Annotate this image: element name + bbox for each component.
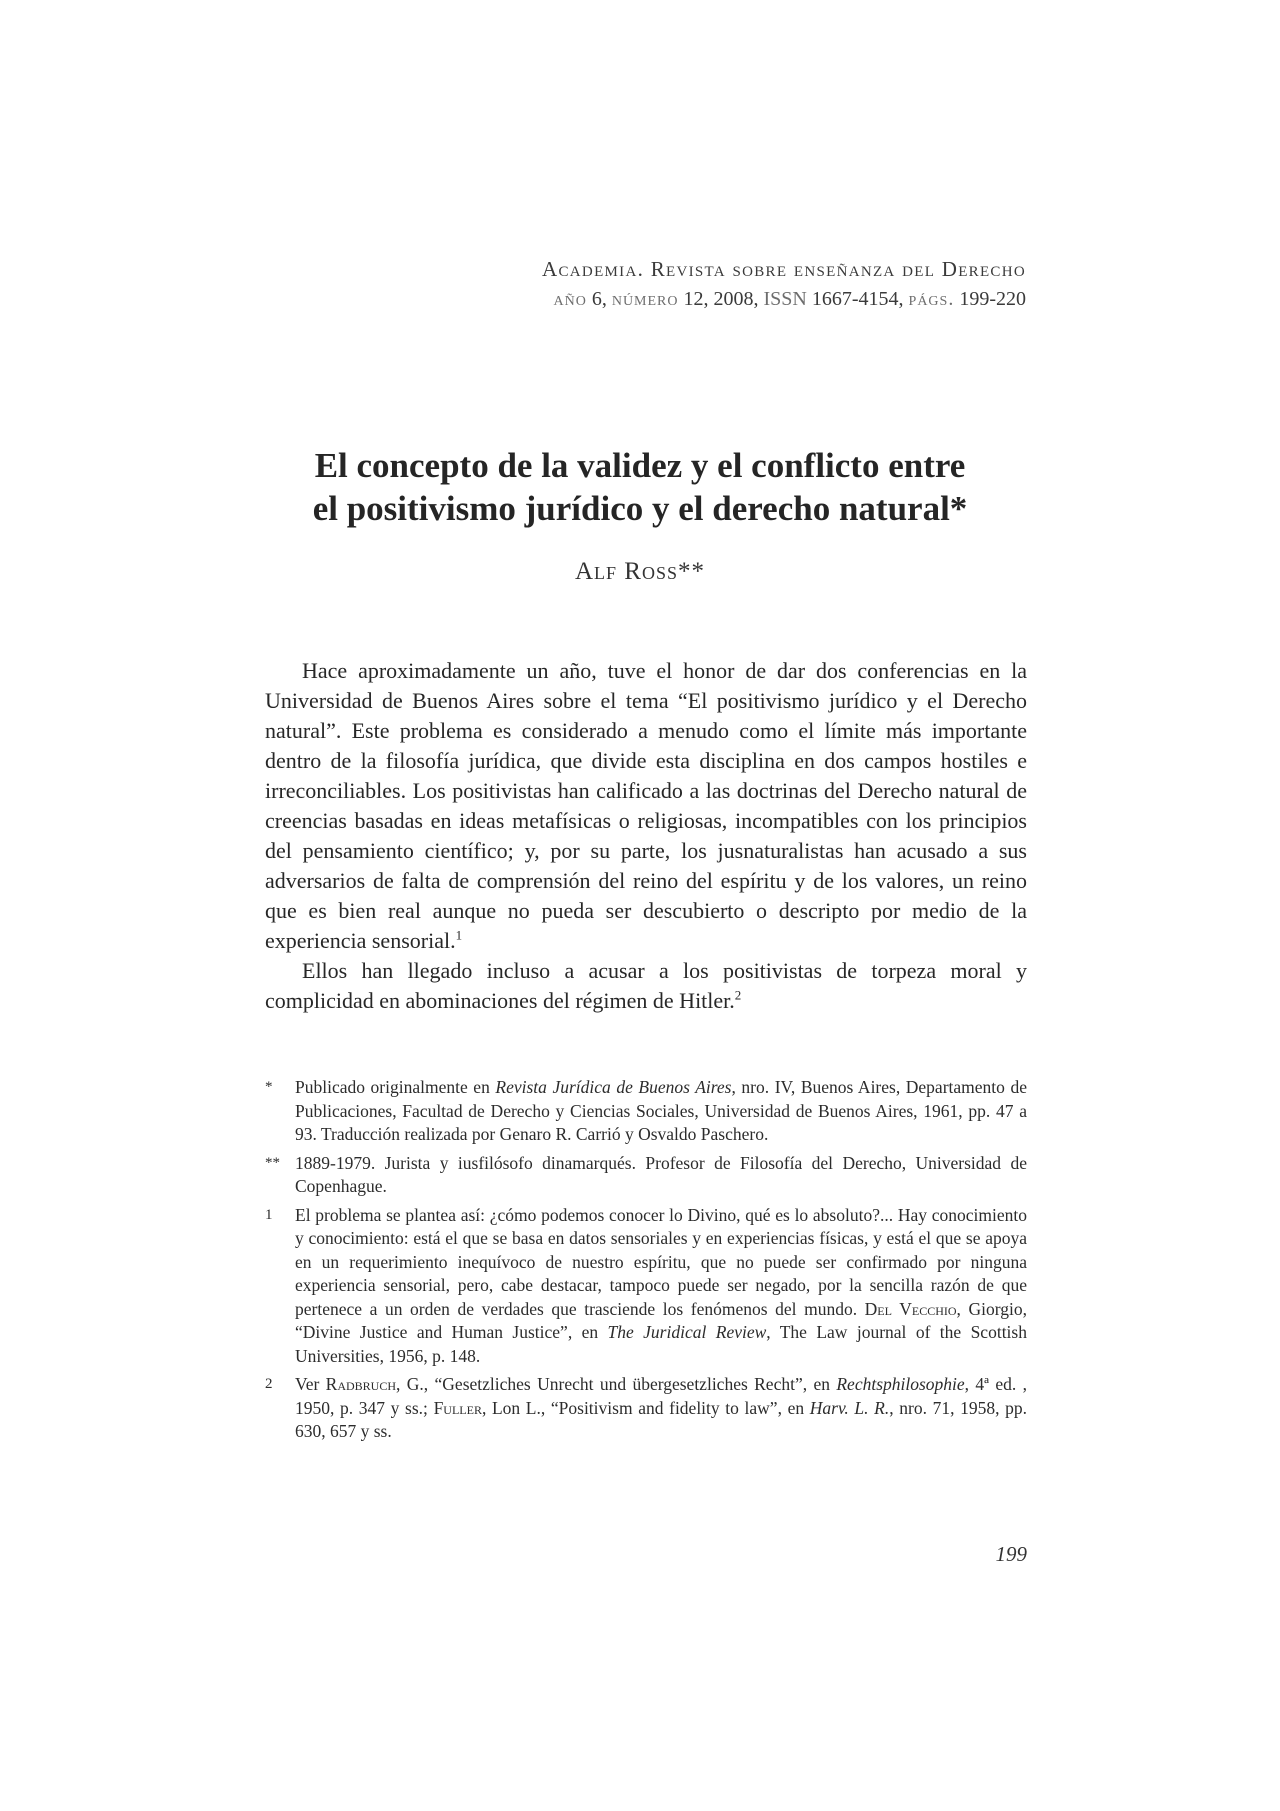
footnote-text: , nro. IV, Buenos Aires, Departamento de Publicaciones, Facultad de Derecho y Ciencias Sociales, Universidad de Buenos Aires, 1961, pp. 47 a 93. Traducción realizada por Genaro R. Carrió y Osvaldo Paschero. <box>295 1077 1027 1144</box>
issue-info <box>300 284 1026 314</box>
footnote-text: El problema se plantea así: ¿cómo podemos conocer lo Divino, qué es lo absoluto?... Hay conocimiento y conocimiento: está el que se basa en datos sensoriales y en experiencias físicas, y está el que se apoya en un requerimiento inequívoco de nuestro espíritu, que no puede ser confirmado por ninguna experiencia sensorial, pero, cabe destacar, tampoco puede ser negado, por la sencilla razón de que pertenece a un orden de verdades que trasciende los fenómenos del mundo. <box>295 1204 1027 1319</box>
footnote-double-star <box>265 1152 1027 1199</box>
issn-label: ISSN <box>763 288 807 310</box>
running-head <box>300 254 1026 314</box>
footnote-author: Fuller <box>433 1397 482 1418</box>
footnote-text: 1889-1979. Jurista y iusfilósofo dinamarqués. Profesor de Filosofía del Derecho, Universidad de Copenhague. <box>295 1152 1027 1196</box>
footnote-marker: ** <box>265 1154 280 1171</box>
paragraph-text: Ellos han llegado incluso a acusar a los positivistas de torpeza moral y complicidad en abominaciones del régimen de Hitler. <box>265 958 1027 1013</box>
paragraph <box>265 656 1027 956</box>
footnote-star <box>265 1076 1027 1147</box>
issue-label-pags: págs. <box>908 288 955 310</box>
footnote-text: Publicado originalmente en <box>295 1077 496 1097</box>
issue-label-numero: número <box>611 288 679 310</box>
issue-label-ano: año <box>553 288 587 310</box>
footnote-text: , Giorgio, “Divine Justice and Human Justice”, en <box>295 1298 1027 1342</box>
title-line-1: El concepto de la validez y el conflicto entre <box>314 446 966 485</box>
author <box>230 558 1050 586</box>
footnote-marker: * <box>265 1079 273 1095</box>
footnote-italic: Revista Jurídica de Buenos Aires <box>495 1077 732 1097</box>
article-body <box>265 656 1027 1016</box>
paragraph-text: Hace aproximadamente un año, tuve el honor de dar dos conferencias en la Universidad de Buenos Aires sobre el tema “El positivismo jurídico y el Derecho natural”. Este problema es considerado a menudo como el límite más importante dentro de la filosofía jurídica, que divide esta disciplina en dos campos hostiles e irreconciliables. Los positivistas han calificado a las doctrinas del Derecho natural de creencias basadas en ideas metafísicas o religiosas, incompatibles con los principios del pensamiento científico; y, por su parte, los jusnaturalistas han acusado a sus adversarios de falta de comprensión del reino del espíritu y de los valores, un reino que es bien real aunque no pueda ser descubierto o descripto por medio de la experiencia sensorial. <box>265 658 1027 953</box>
footnotes <box>265 1076 1027 1449</box>
footnote-ref-1[interactable]: 1 <box>455 927 463 943</box>
footnote-text: , The Law journal of the Scottish Universities, 1956, p. 148. <box>295 1322 1027 1366</box>
footnote-text: , Lon L., “Positivism and fidelity to law”, en <box>481 1397 810 1418</box>
author-name: Alf Ross** <box>574 558 705 585</box>
footnote-text: Ver <box>295 1374 326 1394</box>
footnote-italic: Rechtsphilosophie <box>836 1374 965 1394</box>
footnote-text: , 4ª ed. , 1950, p. 347 y ss.; <box>295 1374 1027 1418</box>
issue-pages: 199-220 <box>959 288 1026 310</box>
footnote-text: , G., “Gesetzliches Unrecht und übergesetzliches Recht”, en <box>396 1374 837 1394</box>
footnote-italic: Harv. L. R. <box>809 1397 890 1418</box>
page-number: 199 <box>995 1542 1027 1566</box>
footnote-2 <box>265 1373 1027 1444</box>
footnote-italic: The Juridical Review <box>607 1322 767 1342</box>
title-line-2: el positivismo jurídico y el derecho natural* <box>312 489 968 528</box>
paragraph <box>265 956 1027 1016</box>
issue-number-year: 12, 2008, <box>683 288 759 310</box>
footnote-author: Del Vecchio <box>864 1298 957 1319</box>
issn-value: 1667-4154, <box>811 288 904 310</box>
footnote-author: Radbruch <box>325 1374 397 1394</box>
footnote-ref-2[interactable]: 2 <box>734 987 742 1003</box>
issue-volume: 6, <box>591 288 607 310</box>
journal-name: Academia. Revista sobre enseñanza del Derecho <box>542 257 1026 281</box>
article-title <box>230 444 1050 530</box>
footnote-1 <box>265 1204 1027 1369</box>
footnote-marker: 1 <box>265 1206 273 1223</box>
footnote-text: , nro. 71, 1958, pp. 630, 657 y ss. <box>295 1397 1028 1441</box>
footnote-marker: 2 <box>265 1376 273 1392</box>
